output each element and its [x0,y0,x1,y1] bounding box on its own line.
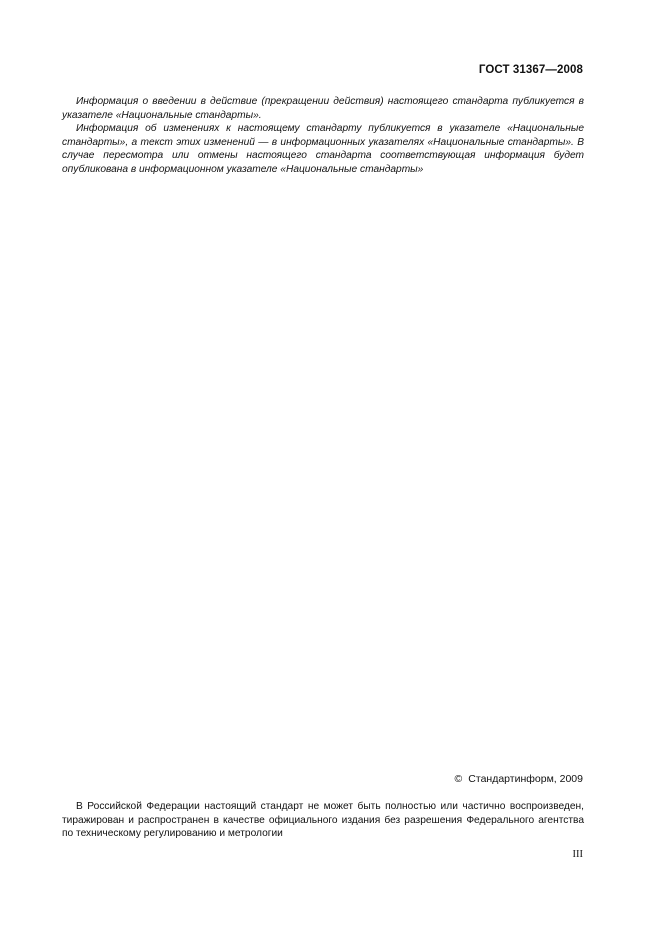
page-number: III [572,849,583,860]
document-code: ГОСТ 31367—2008 [478,64,583,76]
copyright [455,773,583,785]
copyright-symbol: © [454,773,463,785]
legal-notice-text: В Российской Федерации настоящий стандарт не может быть полностью или частично воспроизведен, тиражирован и распространен в качестве официального издания без разрешения Федерального агентства по техническому регулированию и метрологии [62,801,584,840]
info-paragraph: Информация о введении в действие (прекращении действия) настоящего стандарта публикуется в указателе «Национальные стандарты». [62,96,584,121]
publication-info [62,95,584,177]
info-paragraph: Информация об изменениях к настоящему стандарту публикуется в указателе «Национальные стандарты», а текст этих изменений — в информационных указателях «Национальные стандарты». В случае пересмотра или отмены настоящего стандарта соответствующая информация будет опубликована в информационном указателе «Национальные стандарты» [62,123,584,175]
copyright-text: Стандартинформ, 2009 [468,773,583,785]
legal-notice [62,800,584,841]
